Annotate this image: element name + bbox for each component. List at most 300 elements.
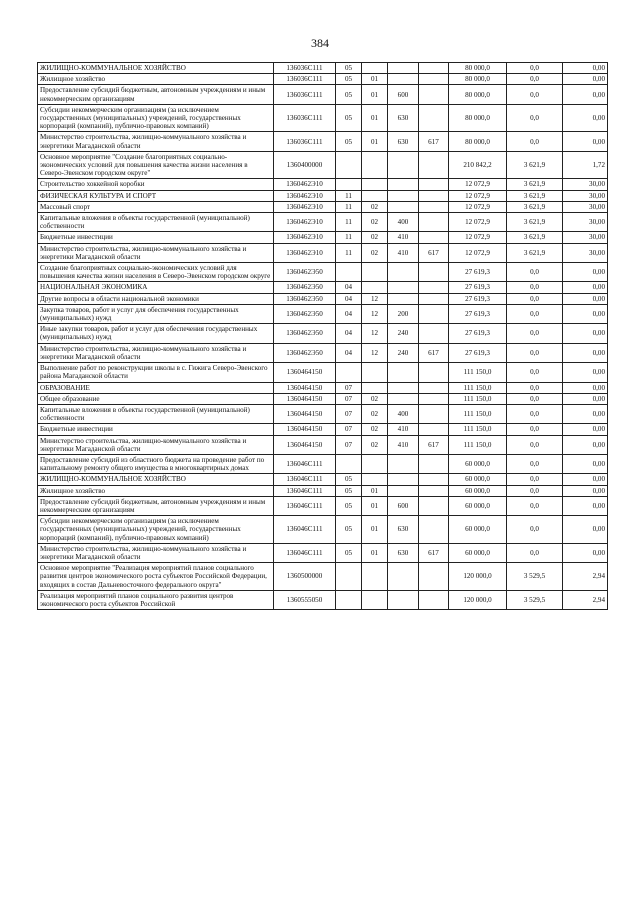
table-row xyxy=(38,563,608,591)
row-subsection xyxy=(362,63,388,74)
row-percent: 0,00 xyxy=(563,132,608,151)
row-subsection: 01 xyxy=(362,104,388,132)
table-row xyxy=(38,63,608,74)
row-expense-type xyxy=(388,382,419,393)
row-amount-actual: 0,0 xyxy=(507,382,563,393)
row-target-code: 1360464150 xyxy=(274,382,336,393)
row-section: 05 xyxy=(336,474,362,485)
row-percent: 0,00 xyxy=(563,363,608,382)
row-name: Предоставление субсидий из областного бюджета на проведение работ по капитальному ремонту общего имущества в многоквартирных домах xyxy=(38,454,274,473)
row-percent: 0,00 xyxy=(563,393,608,404)
row-section xyxy=(336,263,362,282)
row-percent: 0,00 xyxy=(563,454,608,473)
row-expense-type xyxy=(388,179,419,190)
row-section: 05 xyxy=(336,132,362,151)
row-expense-type: 200 xyxy=(388,304,419,323)
row-amount-plan: 27 619,3 xyxy=(449,293,507,304)
row-section xyxy=(336,590,362,609)
row-subsection: 01 xyxy=(362,74,388,85)
row-expense-type: 410 xyxy=(388,435,419,454)
row-amount-actual: 0,0 xyxy=(507,343,563,362)
row-amount-actual: 0,0 xyxy=(507,496,563,515)
row-expense-type xyxy=(388,74,419,85)
row-amount-actual: 0,0 xyxy=(507,282,563,293)
row-name: Предоставление субсидий бюджетным, автономным учреждениям и иным некоммерческим организациям xyxy=(38,85,274,104)
row-expense-type xyxy=(388,151,419,179)
row-name: Министерство строительства, жилищно-коммунального хозяйства и энергетики Магаданской области xyxy=(38,243,274,262)
row-amount-plan: 210 842,2 xyxy=(449,151,507,179)
row-target-code: 1360464150 xyxy=(274,404,336,423)
table-row xyxy=(38,343,608,362)
row-amount-actual: 0,0 xyxy=(507,543,563,562)
row-administrator xyxy=(419,454,449,473)
row-name: Министерство строительства, жилищно-коммунального хозяйства и энергетики Магаданской области xyxy=(38,435,274,454)
table-row xyxy=(38,474,608,485)
row-administrator xyxy=(419,263,449,282)
row-subsection: 02 xyxy=(362,424,388,435)
row-section: 11 xyxy=(336,243,362,262)
row-amount-plan: 120 000,0 xyxy=(449,590,507,609)
row-name: Строительство хоккейной коробки xyxy=(38,179,274,190)
row-percent: 0,00 xyxy=(563,304,608,323)
row-amount-plan: 27 619,3 xyxy=(449,304,507,323)
table-row xyxy=(38,104,608,132)
table-row xyxy=(38,382,608,393)
row-administrator xyxy=(419,516,449,544)
row-name: Предоставление субсидий бюджетным, автономным учреждениям и иным некоммерческим организациям xyxy=(38,496,274,515)
row-amount-actual: 0,0 xyxy=(507,293,563,304)
row-section: 11 xyxy=(336,190,362,201)
row-percent: 1,72 xyxy=(563,151,608,179)
row-section: 07 xyxy=(336,424,362,435)
row-amount-actual: 3 621,9 xyxy=(507,232,563,243)
row-administrator xyxy=(419,201,449,212)
table-row xyxy=(38,190,608,201)
row-percent: 2,94 xyxy=(563,563,608,591)
row-section: 04 xyxy=(336,304,362,323)
row-subsection: 02 xyxy=(362,404,388,423)
row-amount-actual: 3 621,9 xyxy=(507,201,563,212)
row-percent: 0,00 xyxy=(563,496,608,515)
row-name: Капитальные вложения в объекты государственной (муниципальной) собственности xyxy=(38,213,274,232)
row-section xyxy=(336,454,362,473)
table-row xyxy=(38,424,608,435)
row-target-code: 1360500000 xyxy=(274,563,336,591)
row-administrator xyxy=(419,232,449,243)
row-expense-type: 600 xyxy=(388,85,419,104)
row-section xyxy=(336,179,362,190)
row-administrator xyxy=(419,190,449,201)
row-section: 04 xyxy=(336,343,362,362)
row-administrator xyxy=(419,485,449,496)
row-name: Бюджетные инвестиции xyxy=(38,424,274,435)
row-name: Жилищное хозяйство xyxy=(38,485,274,496)
row-name: Министерство строительства, жилищно-коммунального хозяйства и энергетики Магаданской области xyxy=(38,543,274,562)
row-expense-type xyxy=(388,454,419,473)
row-target-code: 1360462Э50 xyxy=(274,343,336,362)
row-expense-type xyxy=(388,393,419,404)
row-section: 04 xyxy=(336,293,362,304)
row-amount-plan: 27 619,3 xyxy=(449,282,507,293)
row-expense-type: 240 xyxy=(388,343,419,362)
row-amount-plan: 80 000,0 xyxy=(449,85,507,104)
row-subsection: 02 xyxy=(362,232,388,243)
row-amount-plan: 111 150,0 xyxy=(449,424,507,435)
row-subsection: 01 xyxy=(362,516,388,544)
table-row xyxy=(38,393,608,404)
row-expense-type xyxy=(388,474,419,485)
row-section: 11 xyxy=(336,232,362,243)
row-name: Министерство строительства, жилищно-коммунального хозяйства и энергетики Магаданской области xyxy=(38,343,274,362)
row-amount-plan: 111 150,0 xyxy=(449,382,507,393)
row-percent: 0,00 xyxy=(563,293,608,304)
row-amount-plan: 120 000,0 xyxy=(449,563,507,591)
row-amount-plan: 80 000,0 xyxy=(449,104,507,132)
row-expense-type xyxy=(388,563,419,591)
row-target-code: 1360462Э50 xyxy=(274,324,336,343)
row-amount-plan: 12 072,9 xyxy=(449,243,507,262)
row-expense-type xyxy=(388,282,419,293)
row-target-code: 1360462Э10 xyxy=(274,232,336,243)
row-percent: 30,00 xyxy=(563,190,608,201)
row-subsection xyxy=(362,151,388,179)
row-target-code: 1360462Э50 xyxy=(274,293,336,304)
table-row xyxy=(38,324,608,343)
row-section: 11 xyxy=(336,213,362,232)
row-percent: 2,94 xyxy=(563,590,608,609)
row-percent: 0,00 xyxy=(563,516,608,544)
row-administrator xyxy=(419,151,449,179)
row-administrator: 617 xyxy=(419,343,449,362)
row-target-code: 1360464150 xyxy=(274,393,336,404)
row-subsection: 02 xyxy=(362,435,388,454)
row-expense-type: 400 xyxy=(388,213,419,232)
row-expense-type xyxy=(388,590,419,609)
row-target-code: 1360462Э10 xyxy=(274,201,336,212)
row-name: Министерство строительства, жилищно-коммунального хозяйства и энергетики Магаданской области xyxy=(38,132,274,151)
row-target-code: 136036С111 xyxy=(274,132,336,151)
row-target-code: 1360462Э50 xyxy=(274,304,336,323)
row-administrator xyxy=(419,304,449,323)
table-row xyxy=(38,404,608,423)
row-section xyxy=(336,363,362,382)
table-row xyxy=(38,304,608,323)
row-amount-actual: 3 529,5 xyxy=(507,563,563,591)
row-subsection: 12 xyxy=(362,324,388,343)
row-expense-type xyxy=(388,63,419,74)
row-percent: 30,00 xyxy=(563,179,608,190)
row-target-code: 136046С111 xyxy=(274,474,336,485)
row-administrator: 617 xyxy=(419,132,449,151)
row-amount-plan: 27 619,3 xyxy=(449,343,507,362)
row-administrator xyxy=(419,393,449,404)
row-name: Общее образование xyxy=(38,393,274,404)
row-target-code: 1360464150 xyxy=(274,424,336,435)
row-amount-actual: 0,0 xyxy=(507,474,563,485)
row-section: 07 xyxy=(336,435,362,454)
row-percent: 0,00 xyxy=(563,543,608,562)
row-amount-plan: 60 000,0 xyxy=(449,474,507,485)
row-administrator xyxy=(419,363,449,382)
row-amount-plan: 27 619,3 xyxy=(449,324,507,343)
row-section: 07 xyxy=(336,382,362,393)
row-name: Субсидии некоммерческим организациям (за исключением государственных (муниципальных) учреждений, государственных корпораций (компаний), публично-правовых компаний) xyxy=(38,104,274,132)
page-number: 384 xyxy=(311,36,329,50)
row-amount-actual: 0,0 xyxy=(507,404,563,423)
row-target-code: 136046С111 xyxy=(274,543,336,562)
row-percent: 30,00 xyxy=(563,201,608,212)
row-subsection: 12 xyxy=(362,343,388,362)
row-subsection xyxy=(362,282,388,293)
row-percent: 30,00 xyxy=(563,232,608,243)
row-target-code: 136036С111 xyxy=(274,85,336,104)
row-name: Основное мероприятие "Создание благоприятных социально-экономических условий для повышения качества жизни населения в Северо-Эвенском городском округе" xyxy=(38,151,274,179)
row-subsection xyxy=(362,454,388,473)
row-amount-plan: 111 150,0 xyxy=(449,393,507,404)
row-target-code: 136036С111 xyxy=(274,74,336,85)
row-expense-type xyxy=(388,293,419,304)
row-subsection xyxy=(362,563,388,591)
row-amount-actual: 0,0 xyxy=(507,74,563,85)
row-section: 07 xyxy=(336,404,362,423)
row-administrator xyxy=(419,63,449,74)
row-amount-actual: 0,0 xyxy=(507,263,563,282)
row-section: 05 xyxy=(336,543,362,562)
table-row xyxy=(38,263,608,282)
row-subsection: 12 xyxy=(362,293,388,304)
row-amount-plan: 60 000,0 xyxy=(449,454,507,473)
row-subsection: 02 xyxy=(362,213,388,232)
row-subsection xyxy=(362,590,388,609)
row-name: НАЦИОНАЛЬНАЯ ЭКОНОМИКА xyxy=(38,282,274,293)
table-row xyxy=(38,485,608,496)
row-amount-plan: 12 072,9 xyxy=(449,190,507,201)
row-amount-actual: 0,0 xyxy=(507,304,563,323)
row-expense-type: 630 xyxy=(388,543,419,562)
row-target-code: 136046С111 xyxy=(274,496,336,515)
row-amount-actual: 0,0 xyxy=(507,363,563,382)
row-name: ФИЗИЧЕСКАЯ КУЛЬТУРА И СПОРТ xyxy=(38,190,274,201)
row-amount-actual: 3 621,9 xyxy=(507,213,563,232)
row-administrator xyxy=(419,324,449,343)
table-row xyxy=(38,293,608,304)
row-amount-plan: 12 072,9 xyxy=(449,232,507,243)
row-percent: 0,00 xyxy=(563,324,608,343)
row-administrator xyxy=(419,563,449,591)
row-section: 05 xyxy=(336,63,362,74)
row-administrator xyxy=(419,424,449,435)
row-amount-actual: 0,0 xyxy=(507,132,563,151)
row-amount-actual: 3 529,5 xyxy=(507,590,563,609)
table-row xyxy=(38,213,608,232)
row-name: Массовый спорт xyxy=(38,201,274,212)
row-amount-plan: 27 619,3 xyxy=(449,263,507,282)
row-subsection: 01 xyxy=(362,496,388,515)
table-row xyxy=(38,132,608,151)
row-target-code: 1360462Э10 xyxy=(274,190,336,201)
table-row xyxy=(38,74,608,85)
row-amount-plan: 80 000,0 xyxy=(449,63,507,74)
row-amount-plan: 111 150,0 xyxy=(449,435,507,454)
row-percent: 30,00 xyxy=(563,243,608,262)
row-percent: 0,00 xyxy=(563,382,608,393)
row-expense-type xyxy=(388,190,419,201)
row-administrator: 617 xyxy=(419,243,449,262)
row-expense-type: 240 xyxy=(388,324,419,343)
row-name: Закупка товаров, работ и услуг для обеспечения государственных (муниципальных) нужд xyxy=(38,304,274,323)
budget-table xyxy=(37,62,608,610)
row-target-code: 1360462Э50 xyxy=(274,263,336,282)
row-expense-type: 630 xyxy=(388,516,419,544)
row-percent: 0,00 xyxy=(563,85,608,104)
row-amount-actual: 3 621,9 xyxy=(507,151,563,179)
row-amount-plan: 12 072,9 xyxy=(449,179,507,190)
row-subsection xyxy=(362,190,388,201)
row-amount-plan: 12 072,9 xyxy=(449,213,507,232)
row-administrator xyxy=(419,85,449,104)
row-administrator xyxy=(419,179,449,190)
row-target-code: 136036С111 xyxy=(274,104,336,132)
row-section: 05 xyxy=(336,74,362,85)
row-subsection: 02 xyxy=(362,243,388,262)
row-name: Иные закупки товаров, работ и услуг для обеспечения государственных (муниципальных) нужд xyxy=(38,324,274,343)
table-row xyxy=(38,282,608,293)
row-percent: 0,00 xyxy=(563,424,608,435)
row-amount-actual: 0,0 xyxy=(507,485,563,496)
row-amount-plan: 60 000,0 xyxy=(449,543,507,562)
row-percent: 0,00 xyxy=(563,474,608,485)
row-amount-actual: 0,0 xyxy=(507,516,563,544)
row-administrator xyxy=(419,74,449,85)
row-amount-actual: 0,0 xyxy=(507,63,563,74)
row-administrator xyxy=(419,474,449,485)
row-subsection: 02 xyxy=(362,393,388,404)
row-name: Создание благоприятных социально-экономических условий для повышения качества жизни населения в Северо-Эвенском городском округе xyxy=(38,263,274,282)
table-row xyxy=(38,232,608,243)
row-percent: 0,00 xyxy=(563,63,608,74)
row-section: 04 xyxy=(336,282,362,293)
row-percent: 30,00 xyxy=(563,213,608,232)
row-expense-type: 410 xyxy=(388,232,419,243)
row-administrator xyxy=(419,404,449,423)
row-target-code: 1360462Э10 xyxy=(274,243,336,262)
row-amount-actual: 3 621,9 xyxy=(507,190,563,201)
row-percent: 0,00 xyxy=(563,343,608,362)
row-amount-actual: 0,0 xyxy=(507,104,563,132)
row-name: Капитальные вложения в объекты государственной (муниципальной) собственности xyxy=(38,404,274,423)
row-section: 11 xyxy=(336,201,362,212)
row-name: Основное мероприятие "Реализация мероприятий планов социального развития центров экономического роста субъектов Российской Федерации, входящих в состав Дальневосточного федерального округа" xyxy=(38,563,274,591)
row-target-code: 1360464150 xyxy=(274,363,336,382)
row-name: Бюджетные инвестиции xyxy=(38,232,274,243)
row-expense-type: 630 xyxy=(388,104,419,132)
row-amount-plan: 60 000,0 xyxy=(449,496,507,515)
row-administrator xyxy=(419,293,449,304)
row-percent: 0,00 xyxy=(563,282,608,293)
row-subsection: 12 xyxy=(362,304,388,323)
table-row xyxy=(38,363,608,382)
row-expense-type: 630 xyxy=(388,132,419,151)
row-expense-type: 600 xyxy=(388,496,419,515)
row-administrator: 617 xyxy=(419,543,449,562)
table-row xyxy=(38,151,608,179)
table-row xyxy=(38,179,608,190)
row-section: 05 xyxy=(336,516,362,544)
table-row xyxy=(38,454,608,473)
row-section: 04 xyxy=(336,324,362,343)
row-section xyxy=(336,151,362,179)
row-name: Другие вопросы в области национальной экономики xyxy=(38,293,274,304)
row-name: Реализация мероприятий планов социального развития центров экономического роста субъектов Российской xyxy=(38,590,274,609)
row-subsection: 01 xyxy=(362,85,388,104)
row-target-code: 136036С111 xyxy=(274,63,336,74)
table-row xyxy=(38,590,608,609)
row-expense-type xyxy=(388,263,419,282)
row-target-code: 136046С111 xyxy=(274,516,336,544)
row-amount-actual: 0,0 xyxy=(507,85,563,104)
row-section xyxy=(336,563,362,591)
row-amount-plan: 60 000,0 xyxy=(449,485,507,496)
row-target-code: 1360462Э50 xyxy=(274,282,336,293)
row-target-code: 1360555050 xyxy=(274,590,336,609)
table-row xyxy=(38,496,608,515)
row-percent: 0,00 xyxy=(563,404,608,423)
row-subsection: 01 xyxy=(362,132,388,151)
table-row xyxy=(38,516,608,544)
row-target-code: 1360464150 xyxy=(274,435,336,454)
table-row xyxy=(38,243,608,262)
row-name: ЖИЛИЩНО-КОММУНАЛЬНОЕ ХОЗЯЙСТВО xyxy=(38,63,274,74)
row-subsection xyxy=(362,263,388,282)
row-amount-actual: 0,0 xyxy=(507,454,563,473)
row-amount-plan: 111 150,0 xyxy=(449,363,507,382)
row-subsection: 01 xyxy=(362,543,388,562)
row-name: ЖИЛИЩНО-КОММУНАЛЬНОЕ ХОЗЯЙСТВО xyxy=(38,474,274,485)
row-subsection: 02 xyxy=(362,201,388,212)
row-target-code: 1360462Э10 xyxy=(274,179,336,190)
row-subsection: 01 xyxy=(362,485,388,496)
row-name: ОБРАЗОВАНИЕ xyxy=(38,382,274,393)
row-percent: 0,00 xyxy=(563,485,608,496)
row-section: 05 xyxy=(336,485,362,496)
row-amount-actual: 0,0 xyxy=(507,324,563,343)
row-expense-type xyxy=(388,201,419,212)
table-row xyxy=(38,201,608,212)
row-amount-actual: 0,0 xyxy=(507,393,563,404)
row-subsection xyxy=(362,179,388,190)
row-target-code: 1360400000 xyxy=(274,151,336,179)
row-administrator xyxy=(419,282,449,293)
row-name: Жилищное хозяйство xyxy=(38,74,274,85)
row-percent: 0,00 xyxy=(563,263,608,282)
row-target-code: 136046С111 xyxy=(274,485,336,496)
row-expense-type: 400 xyxy=(388,404,419,423)
row-name: Выполнение работ по реконструкции школы в с. Гижига Северо-Эвенского района Магаданской области xyxy=(38,363,274,382)
row-administrator xyxy=(419,590,449,609)
table-row xyxy=(38,435,608,454)
row-subsection xyxy=(362,474,388,485)
row-subsection xyxy=(362,363,388,382)
row-administrator xyxy=(419,382,449,393)
row-section: 05 xyxy=(336,104,362,132)
table-row xyxy=(38,85,608,104)
row-amount-actual: 0,0 xyxy=(507,424,563,435)
row-administrator xyxy=(419,213,449,232)
row-name: Субсидии некоммерческим организациям (за исключением государственных (муниципальных) учреждений, государственных корпораций (компаний), публично-правовых компаний) xyxy=(38,516,274,544)
row-percent: 0,00 xyxy=(563,74,608,85)
row-target-code: 136046С111 xyxy=(274,454,336,473)
row-amount-actual: 3 621,9 xyxy=(507,179,563,190)
